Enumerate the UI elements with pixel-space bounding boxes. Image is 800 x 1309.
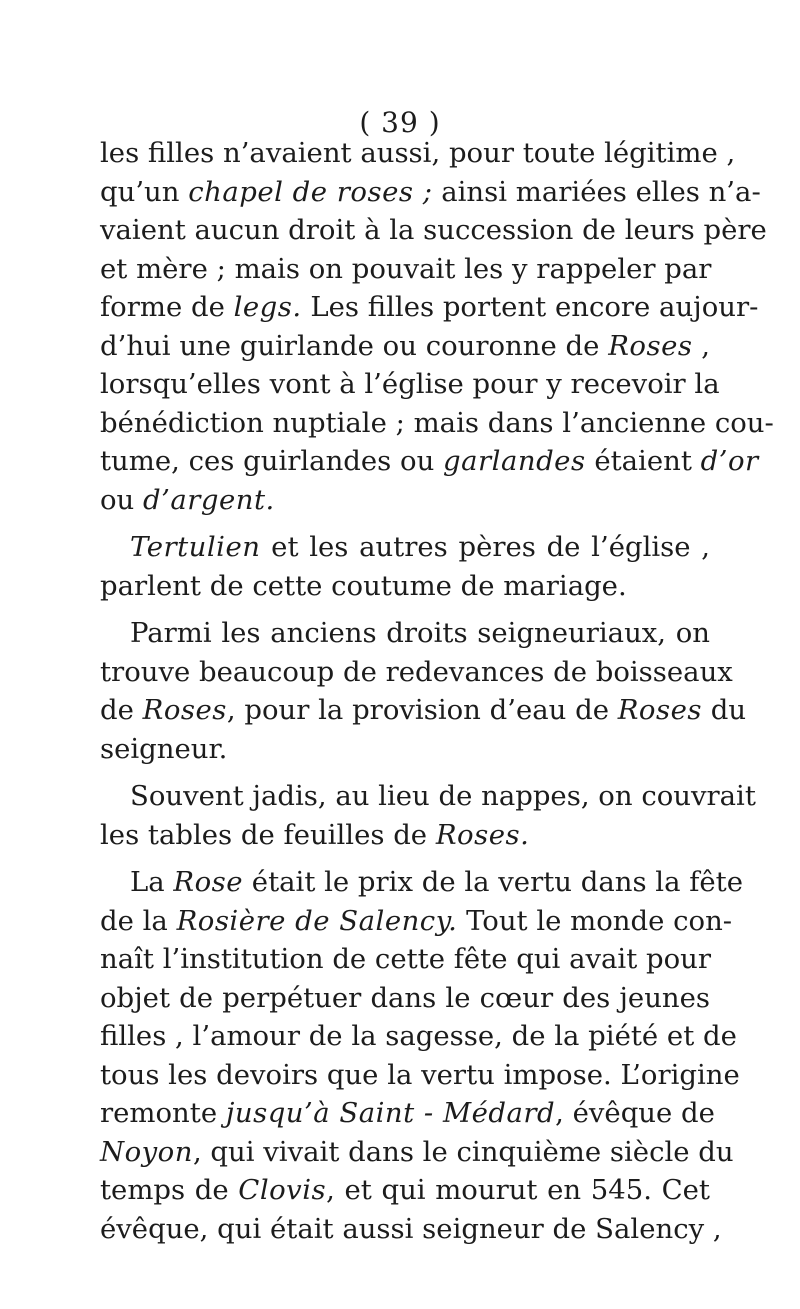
- text-line: Noyon, qui vivait dans le cinquième siècle du: [100, 1135, 734, 1168]
- paragraph-3: [100, 614, 747, 768]
- body-text: [100, 134, 774, 1248]
- text-line: naît l’institution de cette fête qui avait pour: [100, 943, 712, 975]
- paragraph-5: [100, 863, 744, 1248]
- page-number: ( 39 ): [359, 106, 441, 139]
- text-line: trouve beaucoup de redevances de boisseaux: [100, 655, 733, 688]
- paragraph-4: [100, 777, 756, 854]
- text-line: remonte jusqu’à Saint - Médard, évêque de: [100, 1097, 715, 1129]
- text-line: parlent de cette coutume de mariage.: [100, 569, 627, 602]
- text-line: Tertulien et les autres pères de l’église ,: [130, 531, 710, 563]
- text-line: de Roses, pour la provision d’eau de Roses du: [100, 694, 747, 726]
- text-line: La Rose était le prix de la vertu dans la fête: [130, 866, 744, 898]
- text-line: les filles n’avaient aussi, pour toute légitime ,: [100, 137, 736, 169]
- text-line: forme de legs. Les filles portent encore aujour-: [100, 291, 759, 323]
- text-line: seigneur.: [100, 732, 228, 765]
- text-line: de la Rosière de Salency. Tout le monde con-: [100, 904, 733, 937]
- text-line: qu’un chapel de roses ; ainsi mariées elles n’a-: [100, 175, 761, 208]
- text-line: lorsqu’elles vont à l’église pour y recevoir la: [100, 368, 720, 400]
- text-line: les tables de feuilles de Roses.: [100, 818, 530, 851]
- text-line: évêque, qui était aussi seigneur de Salency ,: [100, 1212, 722, 1245]
- text-line: d’hui une guirlande ou couronne de Roses ,: [100, 329, 710, 362]
- text-line: vaient aucun droit à la succession de leurs père: [100, 214, 767, 246]
- paragraph-2: [100, 528, 710, 605]
- text-line: tume, ces guirlandes ou garlandes étaient d’or: [100, 445, 759, 477]
- paragraph-1: [100, 134, 774, 519]
- text-line: filles , l’amour de la sagesse, de la piété et de: [100, 1020, 737, 1052]
- text-line: et mère ; mais on pouvait les y rappeler par: [100, 252, 712, 285]
- text-line: Souvent jadis, au lieu de nappes, on couvrait: [130, 780, 756, 812]
- text-line: Parmi les anciens droits seigneuriaux, on: [130, 617, 710, 649]
- text-line: bénédiction nuptiale ; mais dans l’ancienne cou-: [100, 406, 774, 439]
- text-line: temps de Clovis, et qui mourut en 545. Cet: [100, 1174, 710, 1206]
- text-line: objet de perpétuer dans le cœur des jeunes: [100, 981, 710, 1014]
- text-line: ou d’argent.: [100, 483, 275, 516]
- text-line: tous les devoirs que la vertu impose. L’origine: [100, 1058, 740, 1091]
